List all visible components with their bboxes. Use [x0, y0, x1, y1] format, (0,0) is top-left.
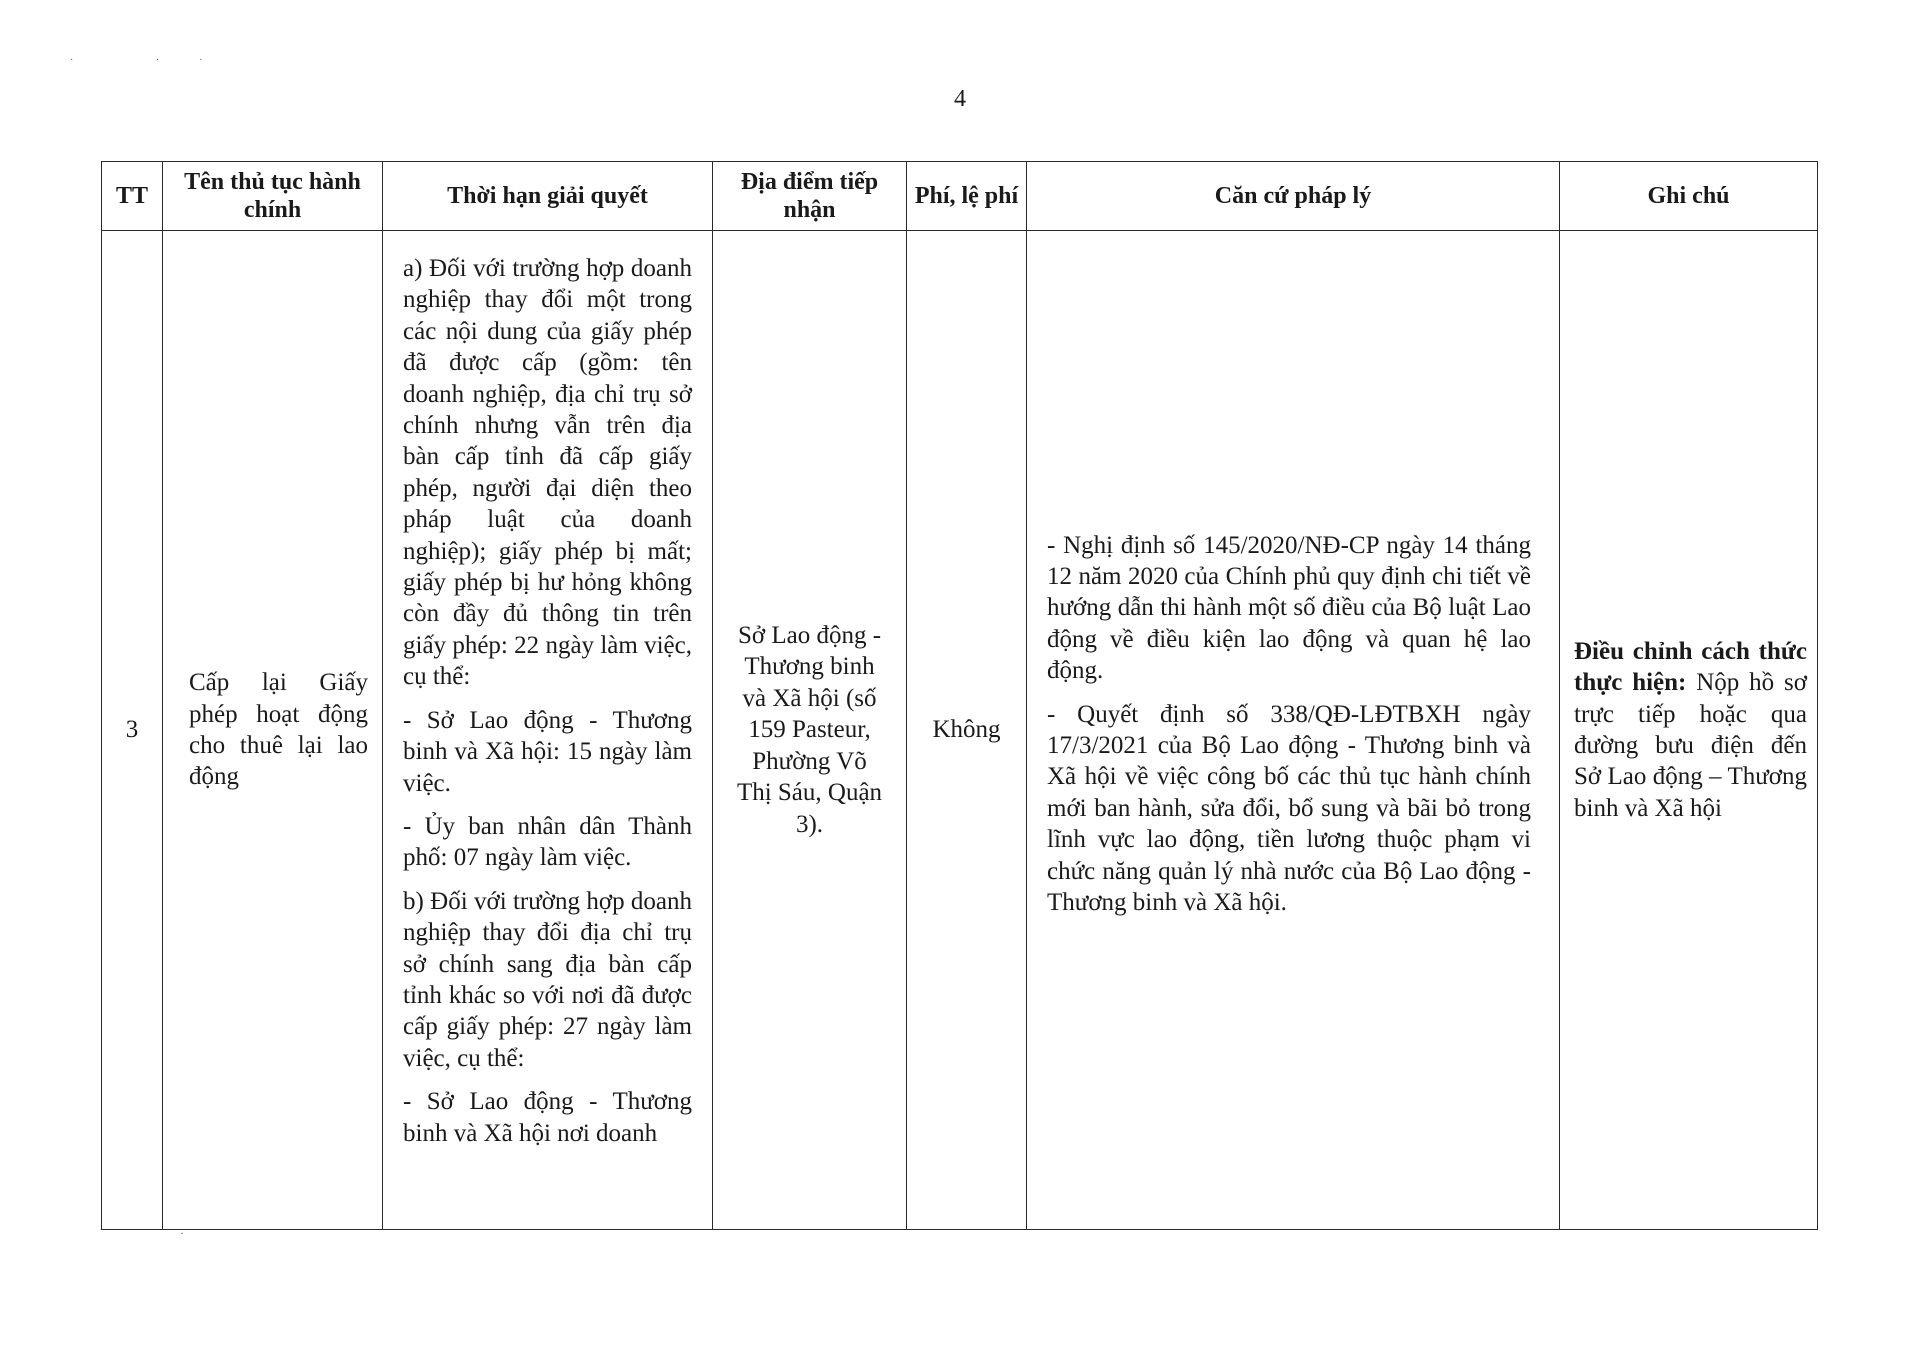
note-text: Nộp hồ sơ trực tiếp hoặc qua đường bưu điện đến Sở Lao động – Thương binh và Xã hội: [1574, 669, 1807, 822]
legal-basis-cell: [1027, 231, 1560, 1230]
notes-cell: [1560, 231, 1818, 1230]
header-processing-time: Thời hạn giải quyết: [383, 162, 713, 231]
page-number: 4: [954, 86, 966, 112]
header-legal-basis: Căn cứ pháp lý: [1027, 162, 1560, 231]
header-receiving-location: Địa điểm tiếp nhận: [713, 162, 907, 231]
time-case-a: a) Đối với trường hợp doanh nghiệp thay đổi một trong các nội dung của giấy phép đã được cấp (gồm: tên doanh nghiệp, địa chỉ trụ sở chính nhưng vẫn trên địa bàn cấp tỉnh đã cấp giấy phép, người đại diện theo pháp luật của doanh nghiệp); giấy phép bị mất; giấy phép bị hư hỏng không còn đầy đủ thông tin trên giấy phép: 22 ngày làm việc, cụ thể:: [403, 255, 692, 691]
table-header-row: [102, 162, 1818, 231]
header-fees: Phí, lệ phí: [907, 162, 1027, 231]
procedure-name: Cấp lại Giấy phép hoạt động cho thuê lại lao động: [163, 231, 383, 1230]
legal-decree: - Nghị định số 145/2020/NĐ-CP ngày 14 tháng 12 năm 2020 của Chính phủ quy định chi tiết về hướng dẫn thi hành một số điều của Bộ luật Lao động về điều kiện lao động và quan hệ lao động.: [1047, 531, 1531, 685]
time-case-a-committee: - Ủy ban nhân dân Thành phố: 07 ngày làm việc.: [403, 812, 692, 872]
scan-artifact-mark: ·: [180, 1226, 184, 1240]
processing-time-cell: [383, 231, 713, 1230]
scan-artifact: · ··: [70, 55, 243, 66]
header-procedure-name: Tên thủ tục hành chính: [163, 162, 383, 231]
note-bold-label: Điều chỉnh cách thức thực hiện:: [1574, 637, 1807, 697]
time-case-b: b) Đối với trường hợp doanh nghiệp thay đổi địa chỉ trụ sở chính sang địa bàn cấp tỉnh khác so với nơi đã được cấp giấy phép: 27 ngày làm việc, cụ thể:: [403, 887, 692, 1072]
time-case-b-dept: - Sở Lao động - Thương binh và Xã hội nơi doanh: [403, 1088, 692, 1147]
time-case-a-dept: - Sở Lao động - Thương binh và Xã hội: 15 ngày làm việc.: [403, 706, 692, 797]
table-row: [102, 231, 1818, 1230]
header-tt: TT: [102, 162, 163, 231]
fee-value: Không: [907, 231, 1027, 1230]
row-number: 3: [102, 231, 163, 1230]
receiving-location: Sở Lao động - Thương binh và Xã hội (số 159 Pasteur, Phường Võ Thị Sáu, Quận 3).: [713, 231, 907, 1230]
procedures-table: [101, 161, 1818, 1230]
legal-decision: - Quyết định số 338/QĐ-LĐTBXH ngày 17/3/2021 của Bộ Lao động - Thương binh và Xã hội về việc công bố các thủ tục hành chính mới ban hành, sửa đổi, bổ sung và bãi bỏ trong lĩnh vực lao động, tiền lương thuộc phạm vi chức năng quản lý nhà nước của Bộ Lao động - Thương binh và Xã hội.: [1047, 700, 1531, 917]
header-notes: Ghi chú: [1560, 162, 1818, 231]
